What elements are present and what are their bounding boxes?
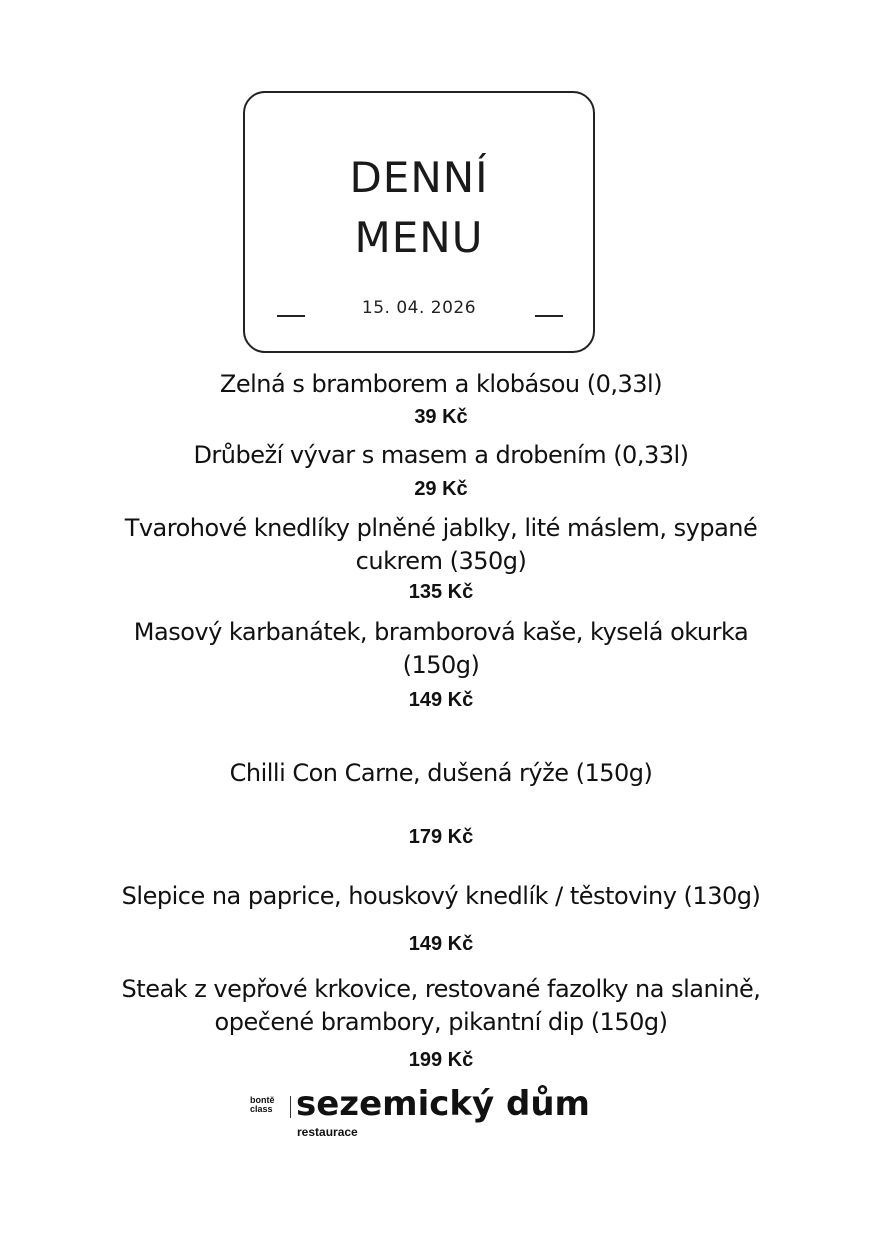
menu-item-7-price: 199 Kč (408, 1049, 474, 1071)
menu-item-7-name-line1: Steak z vepřové krkovice, restované fazolky na slanině, (121, 975, 761, 1003)
menu-item-4-name-line2: (150g) (402, 651, 480, 679)
menu-item-4-price: 149 Kč (408, 689, 474, 711)
menu-item-6-price: 149 Kč (408, 933, 474, 955)
menu-item-2-price: 29 Kč (414, 478, 468, 500)
menu-item-6-name: Slepice na paprice, houskový knedlík / těstoviny (130g) (121, 882, 761, 910)
restaurant-logo (250, 1084, 610, 1142)
menu-item-2-name: Drůbeží vývar s masem a drobením (0,33l) (193, 441, 689, 469)
menu-item-3-name-line1: Tvarohové knedlíky plněné jablky, lité máslem, sypané (124, 514, 758, 542)
menu-item-7-name-line2: opečené brambory, pikantní dip (150g) (214, 1008, 668, 1036)
logo-name: sezemický dům (296, 1084, 590, 1124)
menu-item-1-name: Zelná s bramborem a klobásou (0,33l) (219, 370, 663, 398)
logo-divider (290, 1096, 291, 1118)
logo-subtitle: restaurace (297, 1125, 358, 1139)
logo-small-line2: class (250, 1104, 273, 1114)
menu-header-box (243, 91, 595, 353)
menu-item-4-name-line1: Masový karbanátek, bramborová kaše, kyselá okurka (133, 618, 749, 646)
menu-item-5-price: 179 Kč (408, 826, 474, 848)
menu-item-5-name: Chilli Con Carne, dušená rýže (150g) (229, 759, 653, 787)
menu-item-1-price: 39 Kč (414, 406, 468, 428)
date-dash-right (535, 315, 563, 317)
menu-item-3-name-line2: cukrem (350g) (355, 547, 527, 575)
logo-small-text (250, 1096, 275, 1114)
menu-item-3-price: 135 Kč (408, 581, 474, 603)
menu-title-line1: DENNÍ (349, 153, 489, 202)
menu-date: 15. 04. 2026 (361, 298, 477, 318)
menu-title-line2: MENU (354, 213, 484, 262)
logo-small-line1: bontě (250, 1095, 275, 1105)
